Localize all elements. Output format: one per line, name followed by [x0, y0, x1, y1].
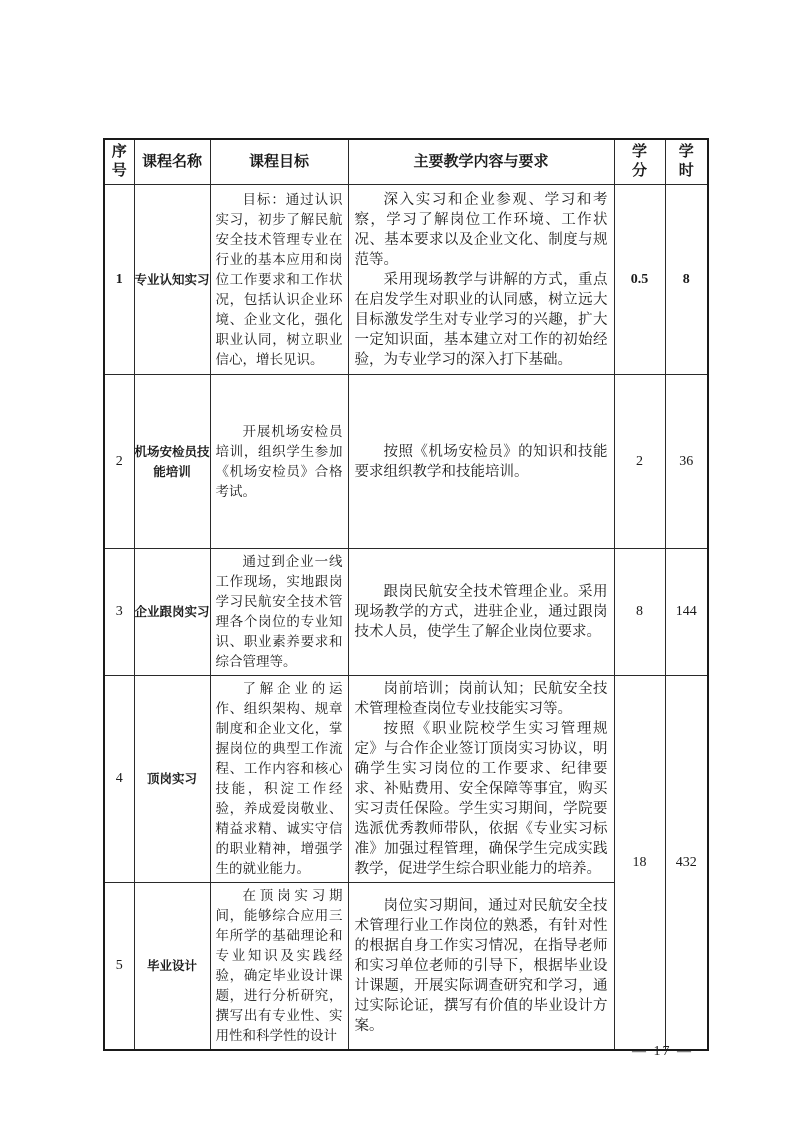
row2-hours: 36	[665, 375, 708, 549]
header-credits-label: 学分	[631, 144, 647, 179]
row1-objective	[210, 185, 348, 375]
row2-no: 2	[104, 375, 134, 549]
row2-content	[348, 375, 614, 549]
row3-objective	[210, 549, 348, 676]
row3-content	[348, 549, 614, 676]
content-paragraph: 按照《职业院校学生实习管理规定》与合作企业签订顶岗实习协议，明确学生实习岗位的工作要求、纪律要求、补贴费用、安全保障等事宜，购买实习责任保险。学生实习期间，学院要选派优秀教师带队，依据《专业实习标准》加强过程管理，确保学生完成实践教学，促进学生综合职业能力的培养。	[354, 721, 608, 877]
row2-credits: 2	[614, 375, 665, 549]
content-paragraph: 按照《机场安检员》的知识和技能要求组织教学和技能培训。	[354, 443, 608, 480]
row5-course-name: 毕业设计	[134, 883, 210, 1051]
table-row	[104, 375, 708, 549]
row2-course-name: 机场安检员技能培训	[134, 375, 210, 549]
row1-course-name: 专业认知实习	[134, 185, 210, 375]
row1-content	[348, 185, 614, 375]
objective-paragraph: 在顶岗实习期间，能够综合应用三年所学的基础理论和专业知识及实践经验，确定毕业设计课题，进行分析研究，撰写出有专业性、实用性和科学性的设计	[215, 888, 343, 1043]
row4-5-hours: 432	[665, 676, 708, 1051]
objective-paragraph: 目标：通过认识实习，初步了解民航安全技术管理专业在行业的基本应用和岗位工作要求和工作状况，包括认识企业环境、企业文化，强化职业认同，树立职业信心，增长见识。	[215, 191, 343, 367]
header-main-content: 主要教学内容与要求	[348, 139, 614, 185]
objective-paragraph: 了解企业的运作、组织架构、规章制度和企业文化，掌握岗位的典型工作流程、工作内容和核心技能，积淀工作经验，养成爱岗敬业、精益求精、诚实守信的职业精神，增强学生的就业能力。	[215, 681, 343, 876]
content-paragraph: 岗位实习期间，通过对民航安全技术管理行业工作岗位的熟悉，有针对性的根据自身工作实习情况，在指导老师和实习单位老师的引导下，根据毕业设计课题，开展实际调查研究和学习，通过实际论证，撰写有价值的毕业设计方案。	[354, 898, 608, 1034]
row1-no: 1	[104, 185, 134, 375]
table-row	[104, 676, 708, 883]
row5-no: 5	[104, 883, 134, 1051]
header-no-label: 序号	[111, 144, 127, 179]
row3-hours: 144	[665, 549, 708, 676]
content-paragraph: 深入实习和企业参观、学习和考察，学习了解岗位工作环境、工作状况、基本要求以及企业文化、制度与规范等。	[354, 191, 608, 268]
row5-objective	[210, 883, 348, 1051]
content-paragraph: 岗前培训；岗前认知；民航安全技术管理检查岗位专业技能实习等。	[354, 681, 608, 717]
table-row	[104, 185, 708, 375]
row4-course-name: 顶岗实习	[134, 676, 210, 883]
objective-paragraph: 通过到企业一线工作现场，实地跟岗学习民航安全技术管理各个岗位的专业知识、职业素养要求和综合管理等。	[215, 554, 343, 669]
page-number: — 17 —	[632, 1044, 693, 1059]
header-no	[104, 139, 134, 185]
content-paragraph: 跟岗民航安全技术管理企业。采用现场教学的方式，进驻企业，通过跟岗技术人员，使学生了解企业岗位要求。	[354, 584, 608, 640]
header-credits	[614, 139, 665, 185]
row2-objective	[210, 375, 348, 549]
row4-content	[348, 676, 614, 883]
table-header-row	[104, 139, 708, 185]
row4-5-credits: 18	[614, 676, 665, 1051]
header-course-name: 课程名称	[134, 139, 210, 185]
header-hours-label: 学时	[678, 144, 694, 179]
row1-credits: 0.5	[614, 185, 665, 375]
row5-content	[348, 883, 614, 1051]
course-table	[103, 138, 709, 1051]
row4-objective	[210, 676, 348, 883]
row3-credits: 8	[614, 549, 665, 676]
header-hours	[665, 139, 708, 185]
row4-no: 4	[104, 676, 134, 883]
row3-no: 3	[104, 549, 134, 676]
row3-course-name: 企业跟岗实习	[134, 549, 210, 676]
objective-paragraph: 开展机场安检员培训，组织学生参加《机场安检员》合格考试。	[215, 423, 343, 499]
content-paragraph: 采用现场教学与讲解的方式，重点在启发学生对职业的认同感，树立远大目标激发学生对专业学习的兴趣，扩大一定知识面，基本建立对工作的初始经验，为专业学习的深入打下基础。	[354, 271, 608, 368]
table-row	[104, 549, 708, 676]
header-course-objective: 课程目标	[210, 139, 348, 185]
row1-hours: 8	[665, 185, 708, 375]
